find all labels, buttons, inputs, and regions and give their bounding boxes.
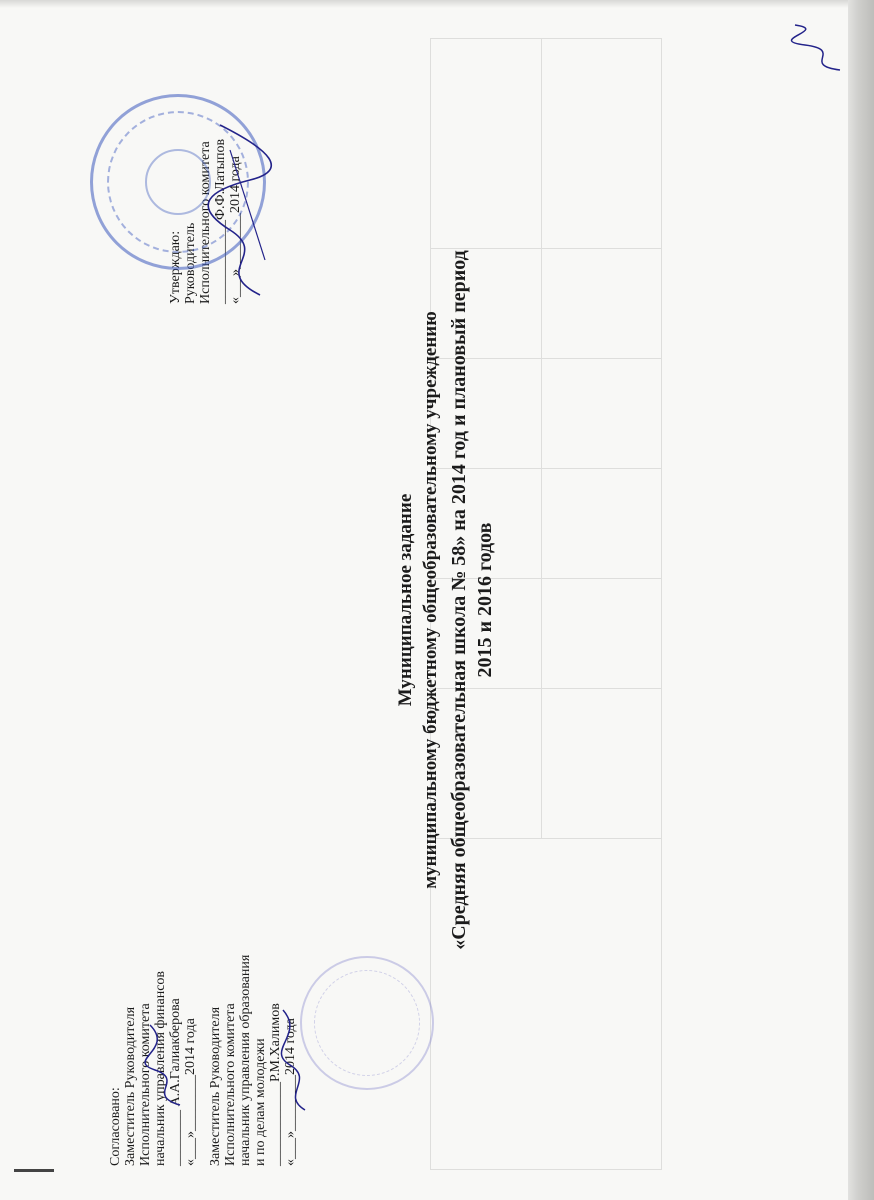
document-title: Муниципальное задание: [395, 493, 416, 707]
approval-line: начальник управления финансов: [153, 970, 168, 1166]
approval-line: [198, 955, 208, 1166]
document-subtitle: 2015 и 2016 годов: [474, 522, 496, 678]
document-subtitle: «Средняя общеобразовательная школа № 58» на 2014 год и плановый период: [448, 250, 470, 950]
signature-icon: [140, 1020, 190, 1110]
approval-line: и по делам молодежи: [253, 1038, 268, 1166]
approval-line: Исполнительного комитета: [138, 1003, 153, 1166]
document-subtitle: муниципальному бюджетному общеобразовательному учреждению: [420, 311, 441, 889]
approval-line: «___»________2014 года: [228, 156, 243, 304]
approval-line: ____________Ф.Ф.Латыпов: [213, 138, 228, 304]
approval-line: ____________Р.М.Халимов: [268, 1003, 283, 1166]
signature-icon: [790, 20, 850, 80]
approval-line: ________ А.А.Галиакберова: [168, 998, 183, 1166]
approval-line: Исполнительного комитета: [198, 141, 213, 304]
signature-icon: [275, 1005, 320, 1115]
approval-line: Согласовано:: [108, 1087, 123, 1166]
approval-line: Исполнительного комитета: [223, 1003, 238, 1166]
approval-line: Заместитель Руководителя: [123, 1006, 138, 1166]
approval-line: «___»________2014 года: [183, 1018, 198, 1166]
approval-line: Утверждаю:: [168, 230, 183, 304]
approval-line: начальник управления образования: [238, 954, 253, 1166]
approval-line: Заместитель Руководителя: [208, 1006, 223, 1166]
approval-line: «___»________2014 года: [283, 1018, 298, 1166]
approval-line: Руководитель: [183, 222, 198, 304]
signature-icon: [200, 120, 280, 300]
approval-block-left: [108, 955, 298, 1166]
